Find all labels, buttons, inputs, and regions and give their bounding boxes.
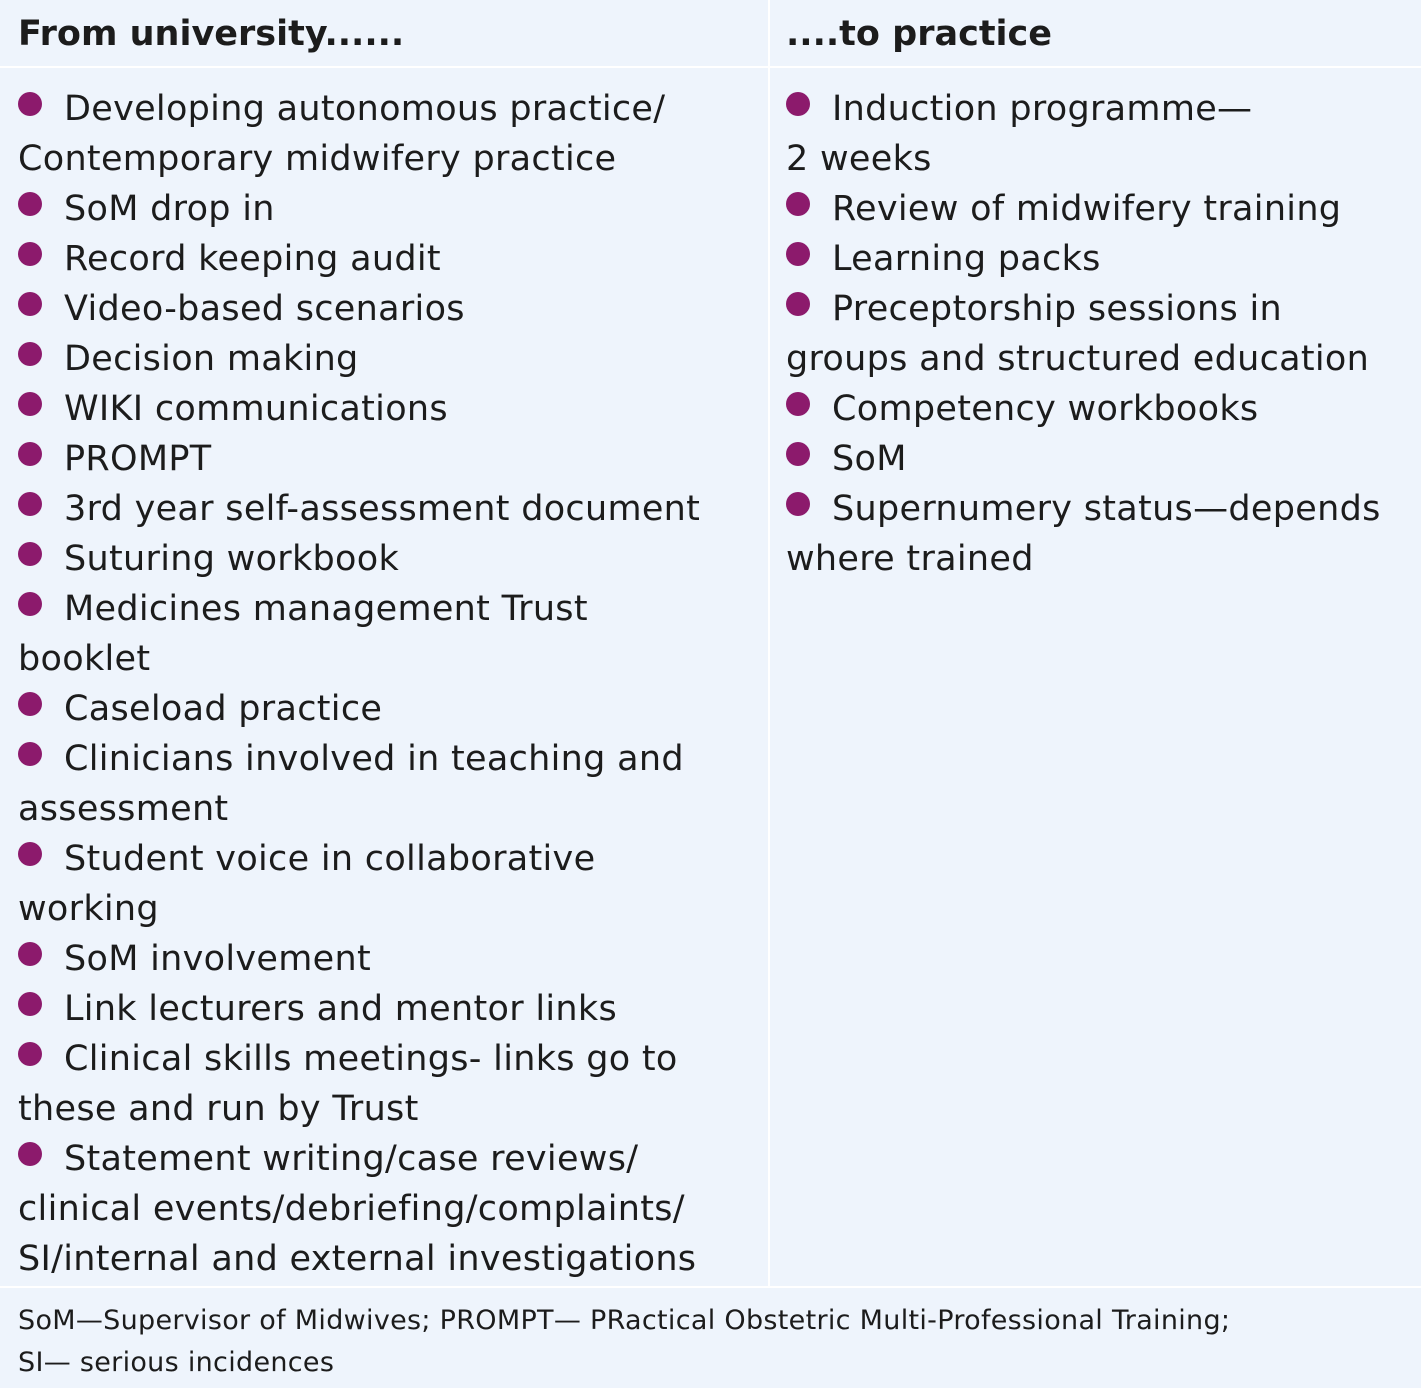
list-item [18,234,768,284]
list-item-text: Preceptorship sessions in [832,289,1282,329]
list-item [18,1134,768,1284]
bullet-icon [786,492,810,516]
list-item-text: Supernumery status—depends [832,489,1381,529]
list-item-text: SoM [832,439,907,479]
bullet-icon [786,92,810,116]
list-item-text: Caseload practice [64,689,383,729]
bullet-icon [18,92,42,116]
list-item-text: clinical events/debriefing/complaints/ [18,1189,685,1229]
list-item [786,184,1421,234]
list-item-text: assessment [18,789,229,829]
bullet-icon [18,1142,42,1166]
list-item [786,434,1421,484]
list-item-text: Record keeping audit [64,239,441,279]
header-from-university: From university...... [0,0,768,68]
bullet-icon [18,742,42,766]
list-item [786,234,1421,284]
list-item-text: booklet [18,639,151,679]
list-item [18,834,768,934]
list-item [18,934,768,984]
list-item-text: Link lecturers and mentor links [64,989,617,1029]
list-item [18,1034,768,1134]
bullet-icon [786,392,810,416]
bullet-icon [18,1042,42,1066]
bullet-icon [18,442,42,466]
bullet-icon [18,492,42,516]
list-item-text: SI/internal and external investigations [18,1239,697,1279]
bullet-icon [18,692,42,716]
list-item-text: PROMPT [64,439,212,479]
list-item-text: Competency workbooks [832,389,1259,429]
list-item [18,284,768,334]
list-item [786,484,1421,584]
list-item-text: SoM involvement [64,939,371,979]
list-item [18,584,768,684]
bullet-icon [18,342,42,366]
footnote-line: SI— serious incidences [18,1347,335,1378]
list-item [786,384,1421,434]
footnote-line: SoM—Supervisor of Midwives; PROMPT— PRactical Obstetric Multi-Professional Training; [18,1305,1231,1336]
practice-list [786,84,1421,584]
list-item-text: 2 weeks [786,139,932,179]
list-item-text: Clinicians involved in teaching and [64,739,684,779]
list-item [786,84,1421,184]
bullet-icon [18,192,42,216]
bullet-icon [18,992,42,1016]
list-item [786,284,1421,384]
university-list [18,84,768,1284]
list-item-text: these and run by Trust [18,1089,419,1129]
bullet-icon [18,592,42,616]
list-item-text: where trained [786,539,1034,579]
list-item-text: groups and structured education [786,339,1370,379]
list-item [18,984,768,1034]
list-item-text: Clinical skills meetings- links go to [64,1039,678,1079]
bullet-icon [18,292,42,316]
header-to-practice: ....to practice [768,0,1421,68]
bullet-icon [18,242,42,266]
list-item-text: working [18,889,159,929]
bullet-icon [18,842,42,866]
list-item-text: Decision making [64,339,359,379]
bullet-icon [786,242,810,266]
list-item [18,334,768,384]
list-item-text: Developing autonomous practice/ [64,89,666,129]
list-item [18,734,768,834]
list-item-text: Student voice in collaborative [64,839,596,879]
list-item [18,434,768,484]
list-item [18,534,768,584]
list-item-text: Medicines management Trust [64,589,588,629]
list-item [18,84,768,184]
bullet-icon [18,392,42,416]
list-item [18,384,768,434]
bullet-icon [786,292,810,316]
university-column [0,68,768,1286]
list-item-text: Learning packs [832,239,1101,279]
bullet-icon [786,192,810,216]
bullet-icon [786,442,810,466]
bullet-icon [18,542,42,566]
list-item [18,684,768,734]
list-item-text: Contemporary midwifery practice [18,139,617,179]
list-item-text: WIKI communications [64,389,448,429]
list-item [18,184,768,234]
list-item-text: SoM drop in [64,189,275,229]
list-item-text: Review of midwifery training [832,189,1342,229]
list-item-text: 3rd year self-assessment document [64,489,701,529]
list-item-text: Induction programme— [832,89,1253,129]
list-item-text: Statement writing/case reviews/ [64,1139,639,1179]
list-item-text: Suturing workbook [64,539,400,579]
list-item [18,484,768,534]
bullet-icon [18,942,42,966]
list-item-text: Video-based scenarios [64,289,465,329]
table-footnote [0,1286,1421,1388]
practice-column [768,68,1421,1286]
